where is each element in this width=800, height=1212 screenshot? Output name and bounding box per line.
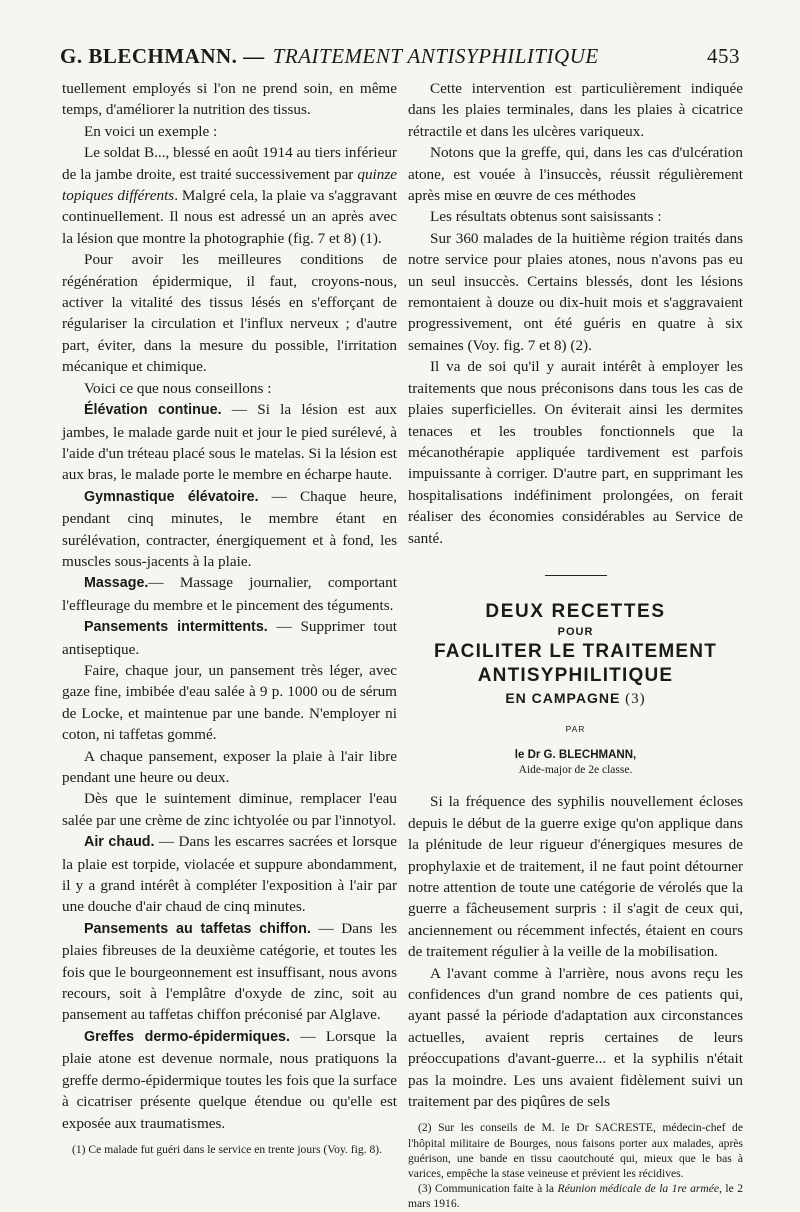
paragraph: A chaque pansement, exposer la plaie à l'air libre pendant une heure ou deux.	[62, 747, 397, 786]
section-massage	[62, 572, 397, 616]
paragraph: Les résultats obtenus sont saisissants :	[430, 208, 662, 226]
page-number: 453	[707, 44, 740, 68]
paragraph: Faire, chaque jour, un pansement très léger, avec gaze fine, imbibée d'eau salée à 9 p. 1000 ou de sérum de Locke, et maintenue par une bande. N'employer ni coton, ni taffetas gommé.	[62, 661, 397, 744]
left-column	[62, 78, 397, 1157]
section-text: — Dans les plaies fibreuses de la deuxième catégorie, et toutes les fois que le bourgeonnement est insuffisant, nous avons recours, soit à l'emplâtre d'oxyde de zinc, soit au pansement au taffetas chiffon préconisé par Alglave.	[62, 919, 397, 1024]
article-title-line-5	[408, 688, 743, 709]
footnote-1: (1) Ce malade fut guéri dans le service en trente jours (Voy. fig. 8).	[72, 1142, 383, 1156]
section-greffes	[62, 1026, 397, 1134]
article-title-text: EN CAMPAGNE	[505, 689, 621, 706]
footnote-3-text: (3) Communication faite à la	[418, 1182, 558, 1196]
paragraph: tuellement employés si l'on ne prend soin, en même temps, d'améliorer la nutrition des tissus.	[62, 80, 397, 119]
case-emphasis: quinze topiques différents	[62, 165, 397, 205]
article-title-line-2: POUR	[557, 625, 594, 638]
paragraph: Si la fréquence des syphilis nouvellement écloses depuis le début de la guerre exige qu'on applique dans la plénitude de leur rigueur d'énergiques mesures de prophylaxie et de traitement, il ne faut point détourner notre attention de toute une catégorie de vérolés que la guerre a fâcheusement surpris : il s'agit de ceux qui, anciennement ou récemment infectés, étaient en cours de traitement régulier à la veille de la mobilisation.	[408, 793, 743, 961]
running-author: G. BLECHMANN. —	[60, 44, 265, 68]
case-text-end: . Malgré cela, la plaie va s'aggravant continuellement. Il nous est adressé un an après avec la lésion que montre la photographie (fig. 7 et 8) (1).	[62, 187, 397, 247]
running-title	[60, 44, 599, 69]
section-heading: Élévation continue.	[84, 402, 222, 419]
article-author: le Dr G. BLECHMANN,	[514, 749, 637, 762]
running-head	[60, 44, 740, 69]
section-divider	[545, 575, 607, 576]
article-title-line-1: DEUX RECETTES	[485, 600, 666, 622]
footnote-3	[408, 1181, 743, 1211]
paragraph: Pour avoir les meilleures conditions de régénération épidermique, il faut, croyons-nous, activer la vitalité des tissus lésés en s'efforçant de régulariser la circulation et l'influx nerveux ; d'autre part, éviter, dans la mesure du possible, l'irritation mécanique et chimique.	[62, 251, 397, 376]
case-text: Le soldat B..., blessé en août 1914 au tiers inférieur de la jambe droite, est traité successivement par	[62, 144, 397, 183]
section-heading: Pansements intermittents.	[84, 619, 268, 636]
section-heading: Massage.	[84, 575, 149, 592]
section-elevation	[62, 399, 397, 486]
paragraph: Sur 360 malades de la huitième région traités dans notre service pour plaies atones, nous n'avons pas eu un seul insuccès. Certains blessés, dont les lésions remontaient à douze ou dix-huit mois et s'aggravaient progressivement, ont été guéris en quatre à six semaines (Voy. fig. 7 et 8) (2).	[408, 229, 743, 354]
paragraph: Notons que la greffe, qui, dans les cas d'ulcération atone, est vouée à l'insuccès, réussit régulièrement après mise en œuvre de ces méthodes	[408, 144, 743, 205]
footnote-ref-3: (3)	[625, 690, 646, 707]
author-rank: Aide-major de 2e classe.	[518, 764, 633, 777]
paragraph: Dès que le suintement diminue, remplacer l'eau salée par une crème de zinc ichtyolée ou par l'innotyol.	[62, 790, 397, 829]
article-title-line-3: FACILITER LE TRAITEMENT	[433, 640, 718, 662]
right-column	[408, 78, 743, 1212]
paragraph-case	[62, 142, 397, 249]
section-pansements	[62, 616, 397, 660]
paragraph: Voici ce que nous conseillons :	[84, 379, 272, 397]
section-air-chaud	[62, 831, 397, 918]
paragraph: Cette intervention est particulièrement indiquée dans les plaies terminales, dans les plaies à cicatrice rétractile et dans les ulcères variqueux.	[408, 80, 743, 140]
footnote-2: (2) Sur les conseils de M. le Dr SACRESTE, médecin-chef de l'hôpital militaire de Bourges, nous faisons porter aux malades, après guérison, une bande en tissu caoutchouté qui, mieux que le bas à varices, empêche la stase veineuse et prévient les récidives.	[408, 1121, 743, 1181]
footnote-3-end: , le 2 mars 1916.	[408, 1182, 743, 1211]
section-gymnastique	[62, 486, 397, 573]
section-heading: Greffes dermo-épidermiques.	[84, 1028, 290, 1045]
section-heading: Pansements au taffetas chiffon.	[84, 920, 311, 937]
section-text: — Massage journalier, comportant l'effleurage du membre et le pincement des téguments.	[62, 574, 397, 614]
footnote-3-italic: Réunion médicale de la 1re armée	[557, 1182, 720, 1196]
paragraph: En voici un exemple :	[84, 122, 218, 140]
paragraph: Il va de soi qu'il y aurait intérêt à employer les traitements que nous préconisons dans tous les cas de plaies superficielles. On éviterait ainsi les dermites tenaces et les troubles fonctionnels que la mécanothérapie appliquée tardivement est parfois impuissante à corriger. D'autre part, en supprimant les hospitalisations indéfiniment prolongées, on ferait réaliser des économies considérables au Service de santé.	[408, 358, 743, 547]
spacer	[408, 1112, 743, 1120]
section-text: — Lorsque la plaie atone est devenue normale, nous pratiquons la greffe dermo-épidermique toutes les fois que la surface à cicatriser présente quelque étendue ou qu'elle est exposée aux traumatismes.	[62, 1027, 397, 1132]
section-text: — Dans les escarres sacrées et lorsque la plaie est torpide, violacée et suppure abondamment, il y a grand intérêt à compléter l'exposition à l'air par une douche d'air chaud de cinq minutes.	[62, 833, 397, 916]
paragraph: A l'avant comme à l'arrière, nous avons reçu les confidences d'un grand nombre de ces patients qui, ayant passé la période d'adaptation aux circonstances actuelles, avaient repris certaines de leurs préoccupations d'avant-guerre... et la syphilis n'était pas la moindre. Les uns avaient fidèlement suivi un traitement par des piqûres de sels	[408, 964, 743, 1111]
section-taffetas	[62, 918, 397, 1026]
article-title-line-4: ANTISYPHILITIQUE	[477, 664, 674, 686]
section-text: — Si la lésion est aux jambes, le malade garde nuit et jour le pied surélevé, à l'aide d'un tréteau placé sous le matelas. Si la lésion est aux bras, le malade porte le membre en écharpe haute.	[62, 401, 397, 484]
running-article-title: TRAITEMENT ANTISYPHILITIQUE	[272, 44, 599, 68]
section-text: — Chaque heure, pendant cinq minutes, le membre étant en surélévation, contracter, énergiquement et à fond, les muscles sous-jacents à la plaie.	[62, 487, 397, 570]
section-text: — Supprimer tout antiseptique.	[62, 618, 398, 658]
section-heading: Gymnastique élévatoire.	[84, 488, 259, 505]
spacer	[62, 1134, 397, 1142]
section-heading: Air chaud.	[84, 834, 155, 851]
byline-par: PAR	[565, 723, 586, 734]
